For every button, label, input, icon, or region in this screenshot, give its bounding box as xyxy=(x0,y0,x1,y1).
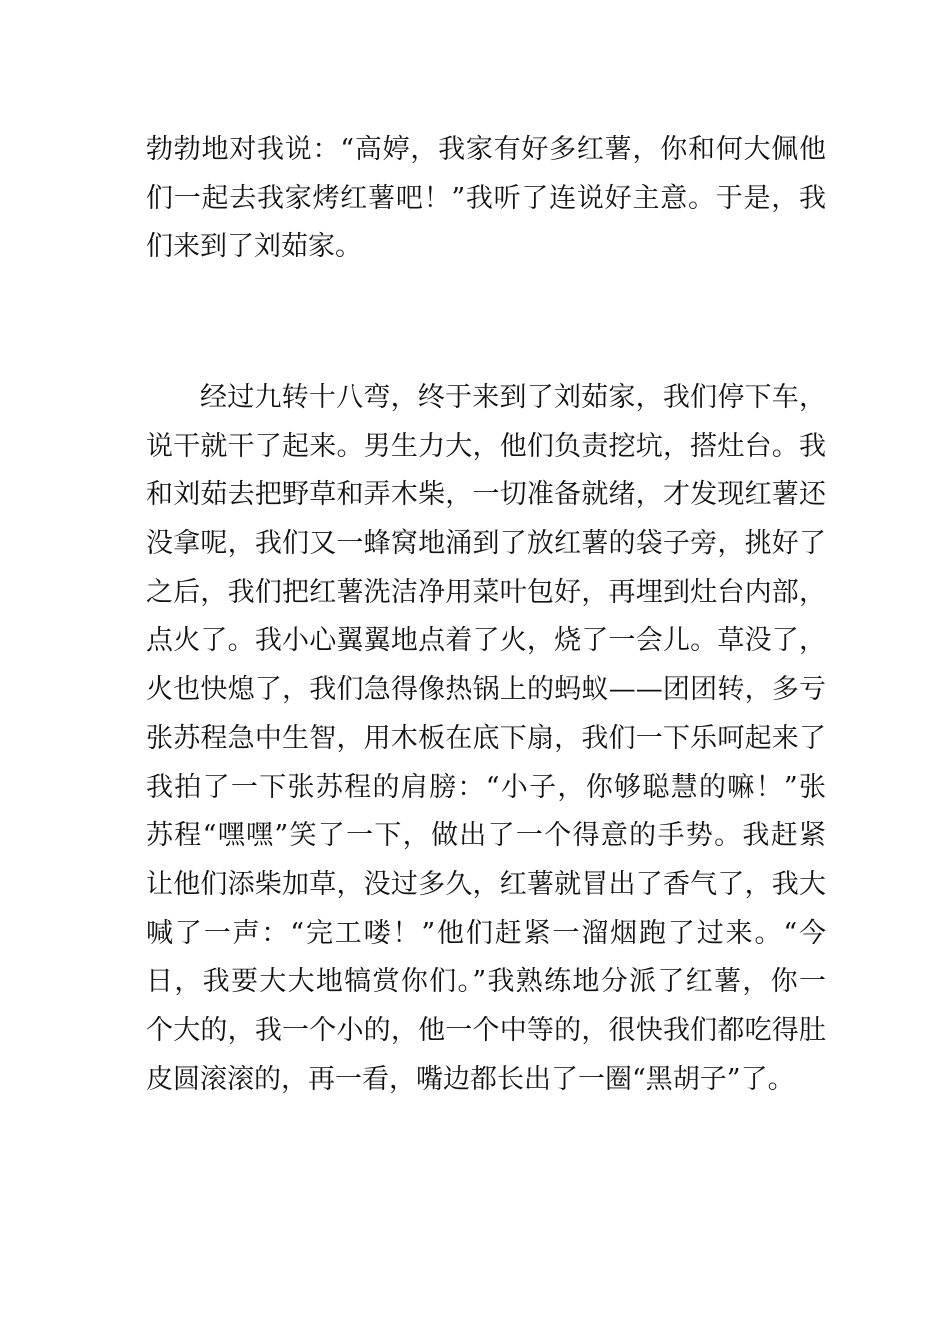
text-line: 张苏程急中生智，用木板在底下扇，我们一下乐呵起来了 xyxy=(146,722,826,754)
text-line: 没拿呢，我们又一蜂窝地涌到了放红薯的袋子旁，挑好了 xyxy=(146,528,826,560)
text-line: 火也快熄了，我们急得像热锅上的蚂蚁——团团转，多亏 xyxy=(146,674,826,706)
text-line: 经过九转十八弯，终于来到了刘茹家，我们停下车， xyxy=(200,382,826,413)
text-line: 苏程“嘿嘿”笑了一下，做出了一个得意的手势。我赶紧 xyxy=(146,820,826,852)
text-line: 和刘茹去把野草和弄木柴，一切准备就绪，才发现红薯还 xyxy=(146,479,826,511)
text-line: 们一起去我家烤红薯吧！”我听了连说好主意。于是，我 xyxy=(146,182,826,214)
text-line: 之后，我们把红薯洗洁净用菜叶包好，再埋到灶台内部， xyxy=(146,576,826,608)
paragraph-2 xyxy=(146,374,826,1104)
paragraph-1 xyxy=(146,126,826,272)
text-line: 说干就干了起来。男生力大，他们负责挖坑，搭灶台。我 xyxy=(146,430,826,462)
text-line: 点火了。我小心翼翼地点着了火，烧了一会儿。草没了， xyxy=(146,625,826,657)
text-line: 勃勃地对我说：“高婷，我家有好多红薯，你和何大佩他 xyxy=(146,134,826,165)
text-line: 个大的，我一个小的，他一个中等的，很快我们都吃得肚 xyxy=(146,1014,826,1046)
text-line: 日，我要大大地犒赏你们。”我熟练地分派了红薯，你一 xyxy=(146,966,826,998)
text-line: 们来到了刘茹家。 xyxy=(146,231,362,263)
text-line: 皮圆滚滚的，再一看，嘴边都长出了一圈“黑胡子”了。 xyxy=(146,1063,795,1095)
text-line: 喊了一声：“完工喽！”他们赶紧一溜烟跑了过来。“今 xyxy=(146,917,826,949)
text-line: 我拍了一下张苏程的肩膀：“小子，你够聪慧的嘛！”张 xyxy=(146,771,826,803)
text-line: 让他们添柴加草，没过多久，红薯就冒出了香气了，我大 xyxy=(146,868,826,900)
